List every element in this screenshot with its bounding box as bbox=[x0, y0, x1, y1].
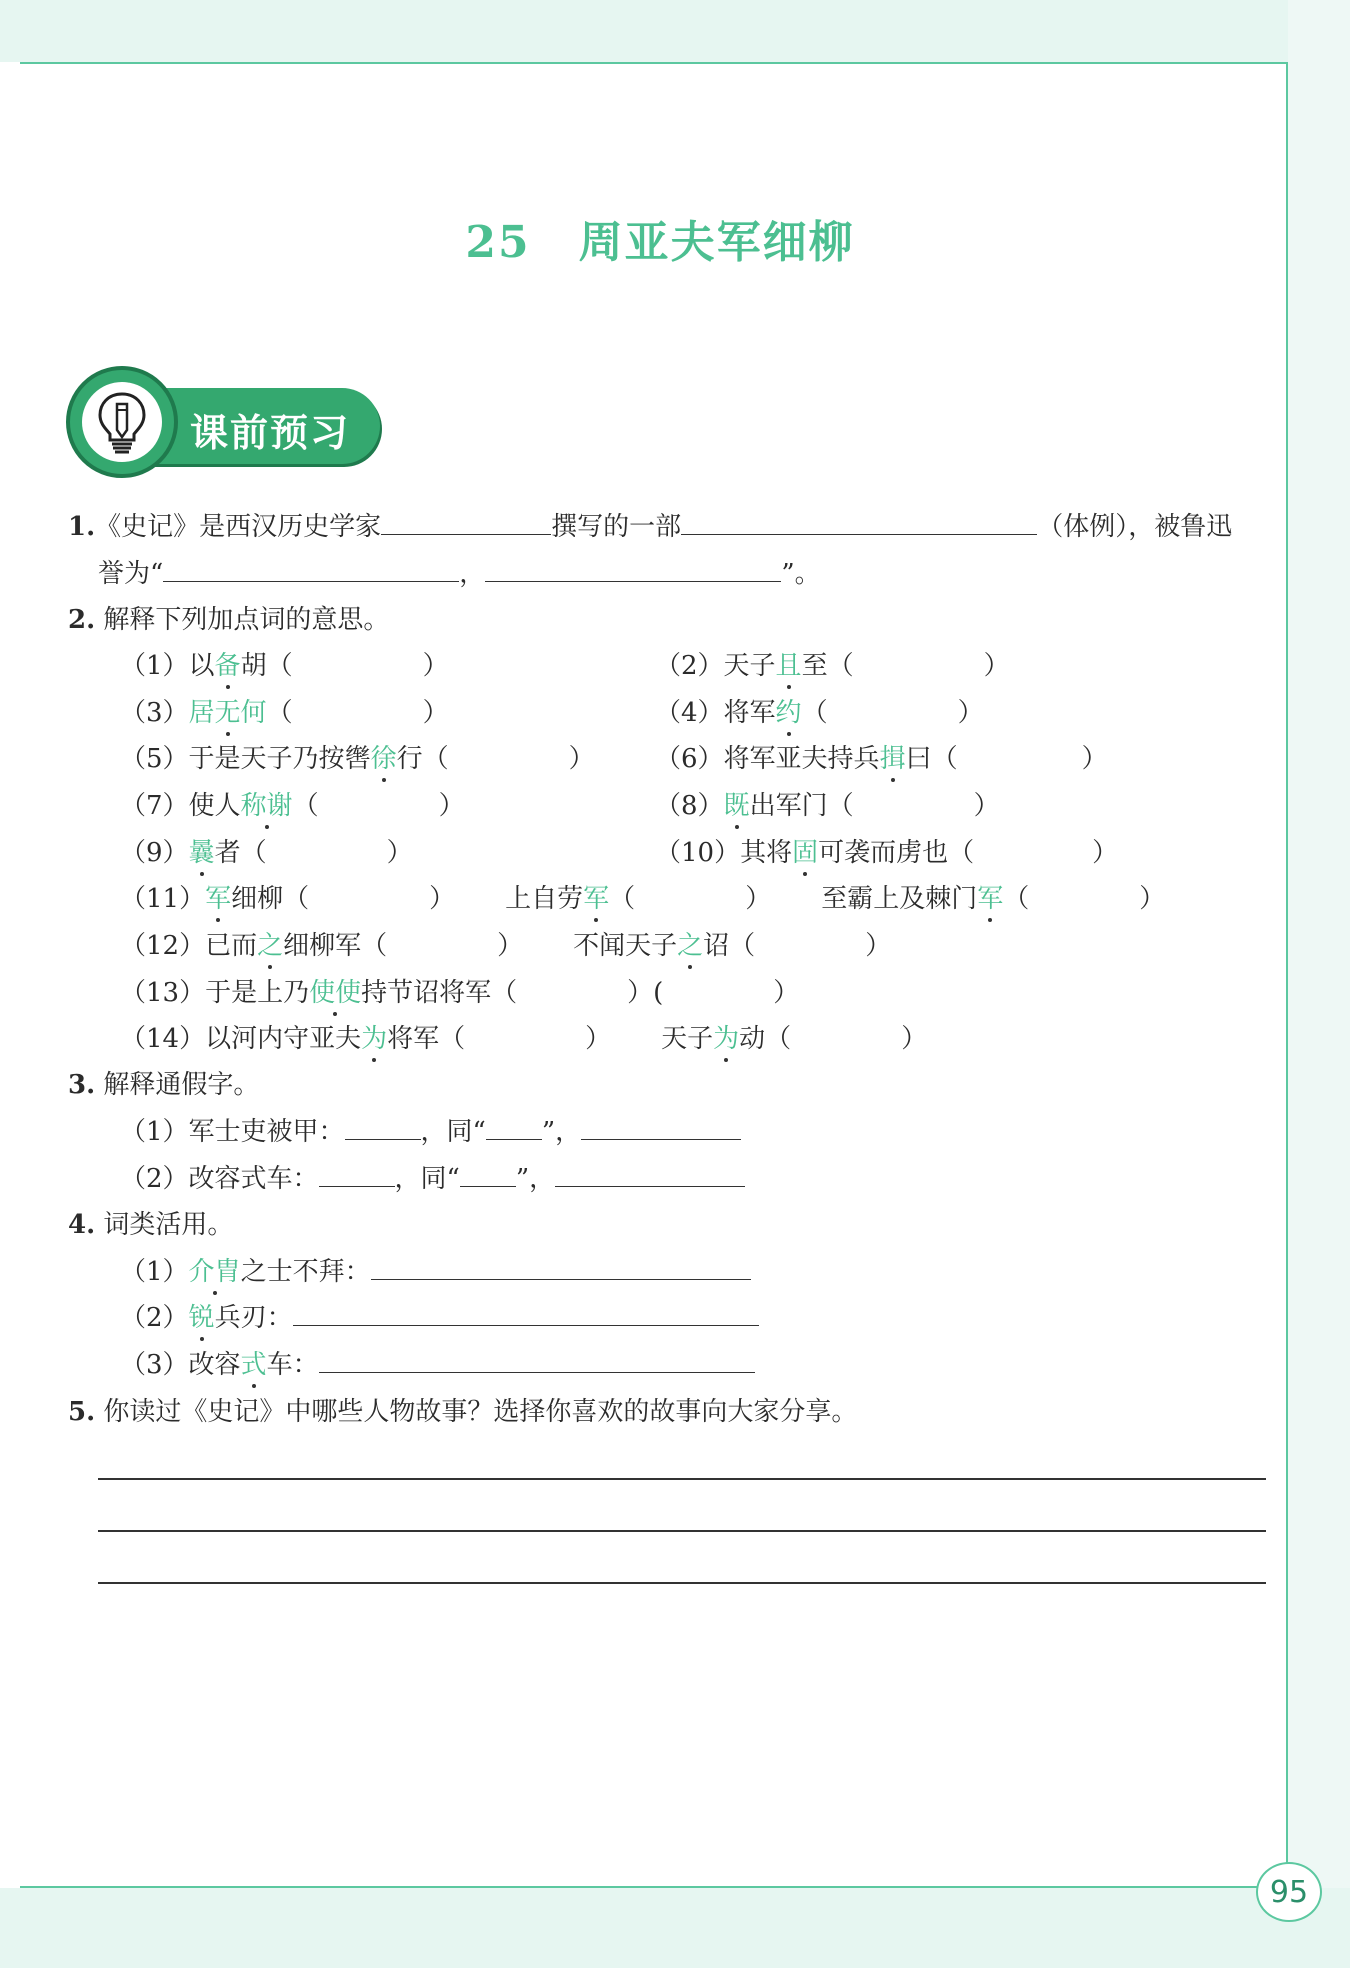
q3-2-label: （2）改容式车： bbox=[120, 1164, 319, 1194]
q2-14b-post: 动（ bbox=[739, 1024, 792, 1054]
question-5 bbox=[68, 1395, 857, 1429]
question-1 bbox=[68, 510, 1232, 544]
q2-2-pre: （2）天子 bbox=[655, 651, 776, 681]
q1-blank-praise-2[interactable] bbox=[485, 559, 781, 582]
q2-7-dot: 称谢 bbox=[240, 791, 293, 821]
q2-13-dot: 使使 bbox=[309, 978, 362, 1008]
q2-8-post: 出军门（ bbox=[749, 791, 854, 821]
q4-item-1 bbox=[120, 1255, 751, 1289]
q2-14-dot: 为 bbox=[361, 1024, 388, 1054]
q2-item-5 bbox=[120, 742, 595, 776]
q3-1-same: ，同“ bbox=[420, 1117, 486, 1147]
q5-text: 你读过《史记》中哪些人物故事？选择你喜欢的故事向大家分享。 bbox=[103, 1397, 858, 1427]
q2-item-2 bbox=[655, 649, 1010, 683]
q4-2-blank[interactable] bbox=[293, 1303, 759, 1326]
q2-8-dot: 既 bbox=[723, 791, 750, 821]
q3-1-blank-b[interactable] bbox=[486, 1117, 542, 1140]
q2-2-post: 至（ bbox=[801, 651, 854, 681]
q2-11c-pre: 至霸上及棘门 bbox=[821, 884, 978, 914]
q3-text: 解释通假字。 bbox=[103, 1070, 260, 1100]
q2-6-dot: 揖 bbox=[879, 744, 906, 774]
q1-number: 1. bbox=[68, 512, 96, 542]
q1-text-b: 撰写的一部 bbox=[551, 512, 682, 542]
q2-9-pre: （9） bbox=[120, 838, 189, 868]
q2-7-pre: （7）使人 bbox=[120, 791, 241, 821]
q2-11c-post: （ bbox=[1003, 884, 1030, 914]
q2-14b-close: ） bbox=[901, 1024, 928, 1054]
lightbulb-pencil-icon bbox=[94, 390, 150, 454]
q2-6-pre: （6）将军亚夫持兵 bbox=[655, 744, 880, 774]
q2-item-1 bbox=[120, 649, 449, 683]
q4-2-pre: （2） bbox=[120, 1303, 189, 1333]
q2-item-4 bbox=[655, 696, 984, 730]
lesson-name: 周亚夫军细柳 bbox=[578, 217, 855, 268]
q4-2-post: 兵刃： bbox=[214, 1303, 293, 1333]
q2-10-close: ） bbox=[1092, 838, 1119, 868]
q2-10-pre: （10）其将 bbox=[655, 838, 793, 868]
q2-6-close: ） bbox=[1081, 744, 1108, 774]
q4-1-pre: （1） bbox=[120, 1257, 189, 1287]
q2-11b-pre: 上自劳 bbox=[505, 884, 584, 914]
q4-1-blank[interactable] bbox=[371, 1257, 751, 1280]
q1-text-e: ， bbox=[459, 559, 486, 589]
q1-blank-praise-1[interactable] bbox=[163, 559, 459, 582]
q2-11-close: ） bbox=[429, 884, 456, 914]
q2-10-dot: 固 bbox=[792, 838, 819, 868]
q1-text-f: ”。 bbox=[781, 559, 821, 589]
q2-12-close: ） bbox=[497, 931, 524, 961]
question-4 bbox=[68, 1208, 233, 1242]
q2-2-dot: 且 bbox=[775, 651, 802, 681]
q2-7-close: ） bbox=[438, 791, 465, 821]
q4-3-pre: （3）改容 bbox=[120, 1350, 241, 1380]
q2-11c-dot: 军 bbox=[977, 884, 1004, 914]
q1-text-a: 《史记》是西汉历史学家 bbox=[95, 512, 382, 542]
q2-5-pre: （5）于是天子乃按辔 bbox=[120, 744, 371, 774]
top-band bbox=[0, 0, 1350, 62]
q1-blank-genre[interactable] bbox=[681, 512, 1037, 535]
q2-1-dot: 备 bbox=[214, 651, 241, 681]
q2-11c-close: ） bbox=[1139, 884, 1166, 914]
q3-item-1 bbox=[120, 1115, 741, 1149]
q2-1-close: ） bbox=[422, 651, 449, 681]
q2-12b-pre: 不闻天子 bbox=[573, 931, 678, 961]
q4-2-dot: 锐 bbox=[188, 1303, 215, 1333]
q2-6-post: 曰（ bbox=[905, 744, 958, 774]
q4-3-blank[interactable] bbox=[319, 1350, 755, 1373]
q2-11b-close: ） bbox=[745, 884, 772, 914]
q2-3-post: （ bbox=[266, 698, 293, 728]
q2-11b-dot: 军 bbox=[583, 884, 610, 914]
q2-5-post: 行（ bbox=[396, 744, 449, 774]
q2-text: 解释下列加点词的意思。 bbox=[103, 605, 390, 635]
q2-2-close: ） bbox=[983, 651, 1010, 681]
q4-1-dot: 介胄 bbox=[188, 1257, 241, 1287]
q2-8-pre: （8） bbox=[655, 791, 724, 821]
q2-12-pre: （12）已而 bbox=[120, 931, 258, 961]
q2-13-post: 持节诏将军（ bbox=[361, 978, 518, 1008]
q4-number: 4. bbox=[68, 1210, 96, 1240]
q2-3-pre: （3） bbox=[120, 698, 189, 728]
q2-item-9 bbox=[120, 836, 413, 870]
q3-1-blank-a[interactable] bbox=[345, 1117, 421, 1140]
q2-item-13 bbox=[120, 976, 799, 1010]
q1-blank-author[interactable] bbox=[381, 512, 551, 535]
q1-text-c: （体例），被鲁迅 bbox=[1037, 512, 1233, 542]
q5-answer-line[interactable] bbox=[98, 1478, 1266, 1480]
q2-14b-dot: 为 bbox=[713, 1024, 740, 1054]
q3-number: 3. bbox=[68, 1070, 96, 1100]
q2-8-close: ） bbox=[973, 791, 1000, 821]
top-rule bbox=[20, 62, 1288, 64]
q2-14b-pre: 天子 bbox=[661, 1024, 714, 1054]
q3-2-blank-a[interactable] bbox=[319, 1164, 395, 1187]
q2-14-post: 将军（ bbox=[387, 1024, 466, 1054]
q4-item-3 bbox=[120, 1348, 755, 1382]
badge-inner bbox=[82, 382, 162, 462]
q5-answer-line[interactable] bbox=[98, 1530, 1266, 1532]
q2-item-10 bbox=[655, 836, 1118, 870]
q3-1-label: （1）军士吏被甲： bbox=[120, 1117, 345, 1147]
q3-2-blank-c[interactable] bbox=[555, 1164, 745, 1187]
q2-4-pre: （4）将军 bbox=[655, 698, 776, 728]
q2-13-close2: ） bbox=[773, 978, 800, 1008]
q5-number: 5. bbox=[68, 1397, 96, 1427]
q2-11-dot: 军 bbox=[205, 884, 232, 914]
q2-11-post: 细柳（ bbox=[231, 884, 310, 914]
q2-9-close: ） bbox=[386, 838, 413, 868]
q2-item-12 bbox=[120, 929, 891, 963]
q2-4-dot: 约 bbox=[775, 698, 802, 728]
badge-circle bbox=[66, 366, 178, 478]
q2-13-pre: （13）于是上乃 bbox=[120, 978, 310, 1008]
q5-answer-line[interactable] bbox=[98, 1582, 1266, 1584]
q2-11b-post: （ bbox=[609, 884, 636, 914]
q2-item-3 bbox=[120, 696, 449, 730]
right-band bbox=[1288, 0, 1350, 1968]
q1-text-d: 誉为“ bbox=[98, 559, 164, 589]
q3-2-end: ”， bbox=[515, 1164, 556, 1194]
q2-item-11 bbox=[120, 882, 1165, 916]
q4-3-dot: 式 bbox=[240, 1350, 267, 1380]
q2-12b-dot: 之 bbox=[677, 931, 704, 961]
q2-12b-post: 诏（ bbox=[703, 931, 756, 961]
q2-13-close: ）( bbox=[627, 978, 664, 1008]
q3-1-end: ”， bbox=[541, 1117, 582, 1147]
q2-5-dot: 徐 bbox=[370, 744, 397, 774]
q2-3-close: ） bbox=[422, 698, 449, 728]
question-1-cont bbox=[98, 557, 821, 591]
q4-1-post: 之士不拜： bbox=[240, 1257, 371, 1287]
question-2 bbox=[68, 603, 389, 637]
question-3 bbox=[68, 1068, 259, 1102]
q2-9-dot: 曩 bbox=[188, 838, 215, 868]
page-number: 95 bbox=[1256, 1862, 1322, 1922]
lesson-number: 25 bbox=[465, 217, 531, 268]
section-label: 课前预习 bbox=[190, 411, 351, 455]
q2-10-post: 可袭而虏也（ bbox=[818, 838, 975, 868]
bottom-rule bbox=[20, 1886, 1258, 1888]
q2-4-close: ） bbox=[957, 698, 984, 728]
q3-2-same: ，同“ bbox=[394, 1164, 460, 1194]
q2-14-pre: （14）以河内守亚夫 bbox=[120, 1024, 362, 1054]
section-badge bbox=[66, 366, 382, 490]
q2-3-dot: 居无何 bbox=[188, 698, 267, 728]
q3-item-2 bbox=[120, 1162, 745, 1196]
q2-1-pre: （1）以 bbox=[120, 651, 215, 681]
q2-12-dot: 之 bbox=[257, 931, 284, 961]
q2-14-close: ） bbox=[585, 1024, 612, 1054]
q2-4-post: （ bbox=[801, 698, 828, 728]
q2-7-post: （ bbox=[292, 791, 319, 821]
q2-item-6 bbox=[655, 742, 1108, 776]
q2-item-8 bbox=[655, 789, 1000, 823]
q2-9-post: 者（ bbox=[214, 838, 267, 868]
bottom-band bbox=[0, 1888, 1350, 1968]
q2-number: 2. bbox=[68, 605, 96, 635]
q4-3-post: 车： bbox=[266, 1350, 319, 1380]
q4-item-2 bbox=[120, 1301, 759, 1335]
right-rule bbox=[1286, 62, 1288, 1887]
q3-1-blank-c[interactable] bbox=[581, 1117, 741, 1140]
q2-item-14 bbox=[120, 1022, 927, 1056]
q2-item-7 bbox=[120, 789, 465, 823]
q3-2-blank-b[interactable] bbox=[460, 1164, 516, 1187]
q2-12b-close: ） bbox=[865, 931, 892, 961]
lesson-title bbox=[0, 206, 1320, 270]
q2-5-close: ） bbox=[568, 744, 595, 774]
q2-11-pre: （11） bbox=[120, 884, 206, 914]
q4-text: 词类活用。 bbox=[103, 1210, 234, 1240]
q2-1-post: 胡（ bbox=[240, 651, 293, 681]
q2-12-post: 细柳军（ bbox=[283, 931, 388, 961]
